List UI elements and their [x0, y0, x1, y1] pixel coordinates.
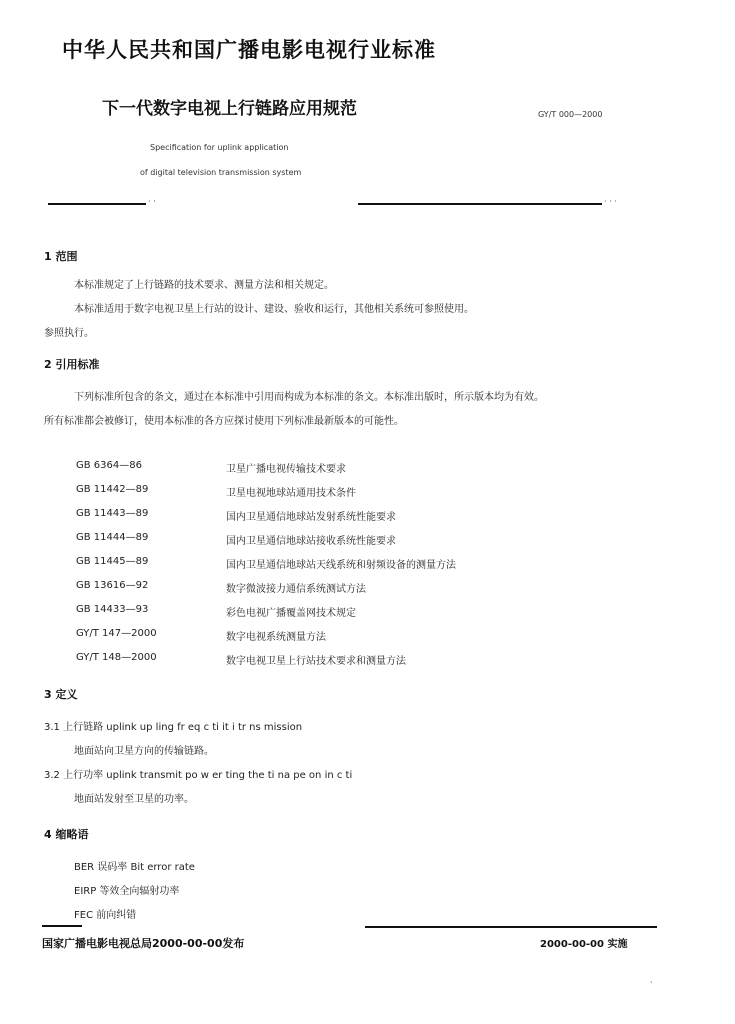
footer-rule-left	[42, 925, 82, 927]
header-rule-left	[48, 203, 146, 205]
reference-title: 数字电视卫星上行站技术要求和测量方法	[226, 656, 406, 667]
reference-title: 卫星电视地球站通用技术条件	[226, 488, 356, 499]
reference-code: GB 6364—86	[76, 460, 142, 471]
scope-paragraph-1: 本标准规定了上行链路的技术要求、测量方法和相关规定。	[74, 280, 334, 291]
definition-1: 3.1 上行链路 uplink up ling fr eq c ti it i tr ns mission	[44, 722, 303, 733]
document-title: 下一代数字电视上行链路应用规范	[102, 99, 357, 119]
header-rule-dots-left: · ·	[148, 197, 156, 206]
normative-paragraph-cont: 所有标准都会被修订，使用本标准的各方应探讨使用下列标准最新版本的可能性。	[44, 416, 404, 427]
reference-code: GB 14433—93	[76, 604, 149, 615]
reference-title: 数字微波接力通信系统测试方法	[226, 584, 366, 595]
abbreviation-item: BER 误码率 Bit error rate	[74, 862, 195, 873]
reference-title: 国内卫星通信地球站天线系统和射频设备的测量方法	[226, 560, 456, 571]
abbreviation-item: FEC 前向纠错	[74, 910, 137, 921]
definitions-heading: 3 定义	[44, 688, 78, 701]
standard-body-title: 中华人民共和国广播电影电视行业标准	[62, 38, 436, 62]
scope-paragraph-2: 本标准适用于数字电视卫星上行站的设计、建设、验收和运行，其他相关系统可参照使用。	[74, 304, 474, 315]
reference-title: 彩色电视广播覆盖网技术规定	[226, 608, 356, 619]
normative-heading: 2 引用标准	[44, 358, 100, 371]
reference-code: GB 11443—89	[76, 508, 149, 519]
reference-title: 国内卫星通信地球站发射系统性能要求	[226, 512, 396, 523]
document-code: GY/T 000—2000	[538, 110, 603, 119]
normative-paragraph: 下列标准所包含的条文，通过在本标准中引用而构成为本标准的条文。本标准出版时，所示版本均为有效。	[74, 392, 544, 403]
scope-paragraph-2-cont: 参照执行。	[44, 328, 94, 339]
reference-code: GY/T 148—2000	[76, 652, 157, 663]
reference-title: 卫星广播电视传输技术要求	[226, 464, 346, 475]
reference-code: GB 13616—92	[76, 580, 149, 591]
footer-rule-right	[365, 926, 657, 928]
reference-code: GB 11445—89	[76, 556, 149, 567]
reference-title: 数字电视系统测量方法	[226, 632, 326, 643]
abbreviation-item: EIRP 等效全向辐射功率	[74, 886, 180, 897]
implementation-date: 2000-00-00 实施	[540, 939, 628, 950]
abbreviations-heading: 4 缩略语	[44, 828, 89, 841]
header-rule-dots-right: · · ·	[604, 197, 617, 206]
reference-title: 国内卫星通信地球站接收系统性能要求	[226, 536, 396, 547]
reference-code: GB 11442—89	[76, 484, 149, 495]
english-title-line-1: Specification for uplink application	[150, 143, 289, 152]
scope-heading: 1 范围	[44, 250, 78, 263]
definition-2-text: 地面站发射至卫星的功率。	[74, 794, 194, 805]
reference-code: GY/T 147—2000	[76, 628, 157, 639]
header-rule-right	[358, 203, 602, 205]
reference-code: GB 11444—89	[76, 532, 149, 543]
corner-mark: ·	[650, 978, 653, 987]
english-title-line-2: of digital television transmission system	[140, 168, 302, 177]
definition-1-text: 地面站向卫星方向的传输链路。	[74, 746, 214, 757]
issued-by: 国家广播电影电视总局2000-00-00发布	[42, 937, 245, 950]
definition-2: 3.2 上行功率 uplink transmit po w er ting the ti na pe on in c ti	[44, 770, 353, 781]
